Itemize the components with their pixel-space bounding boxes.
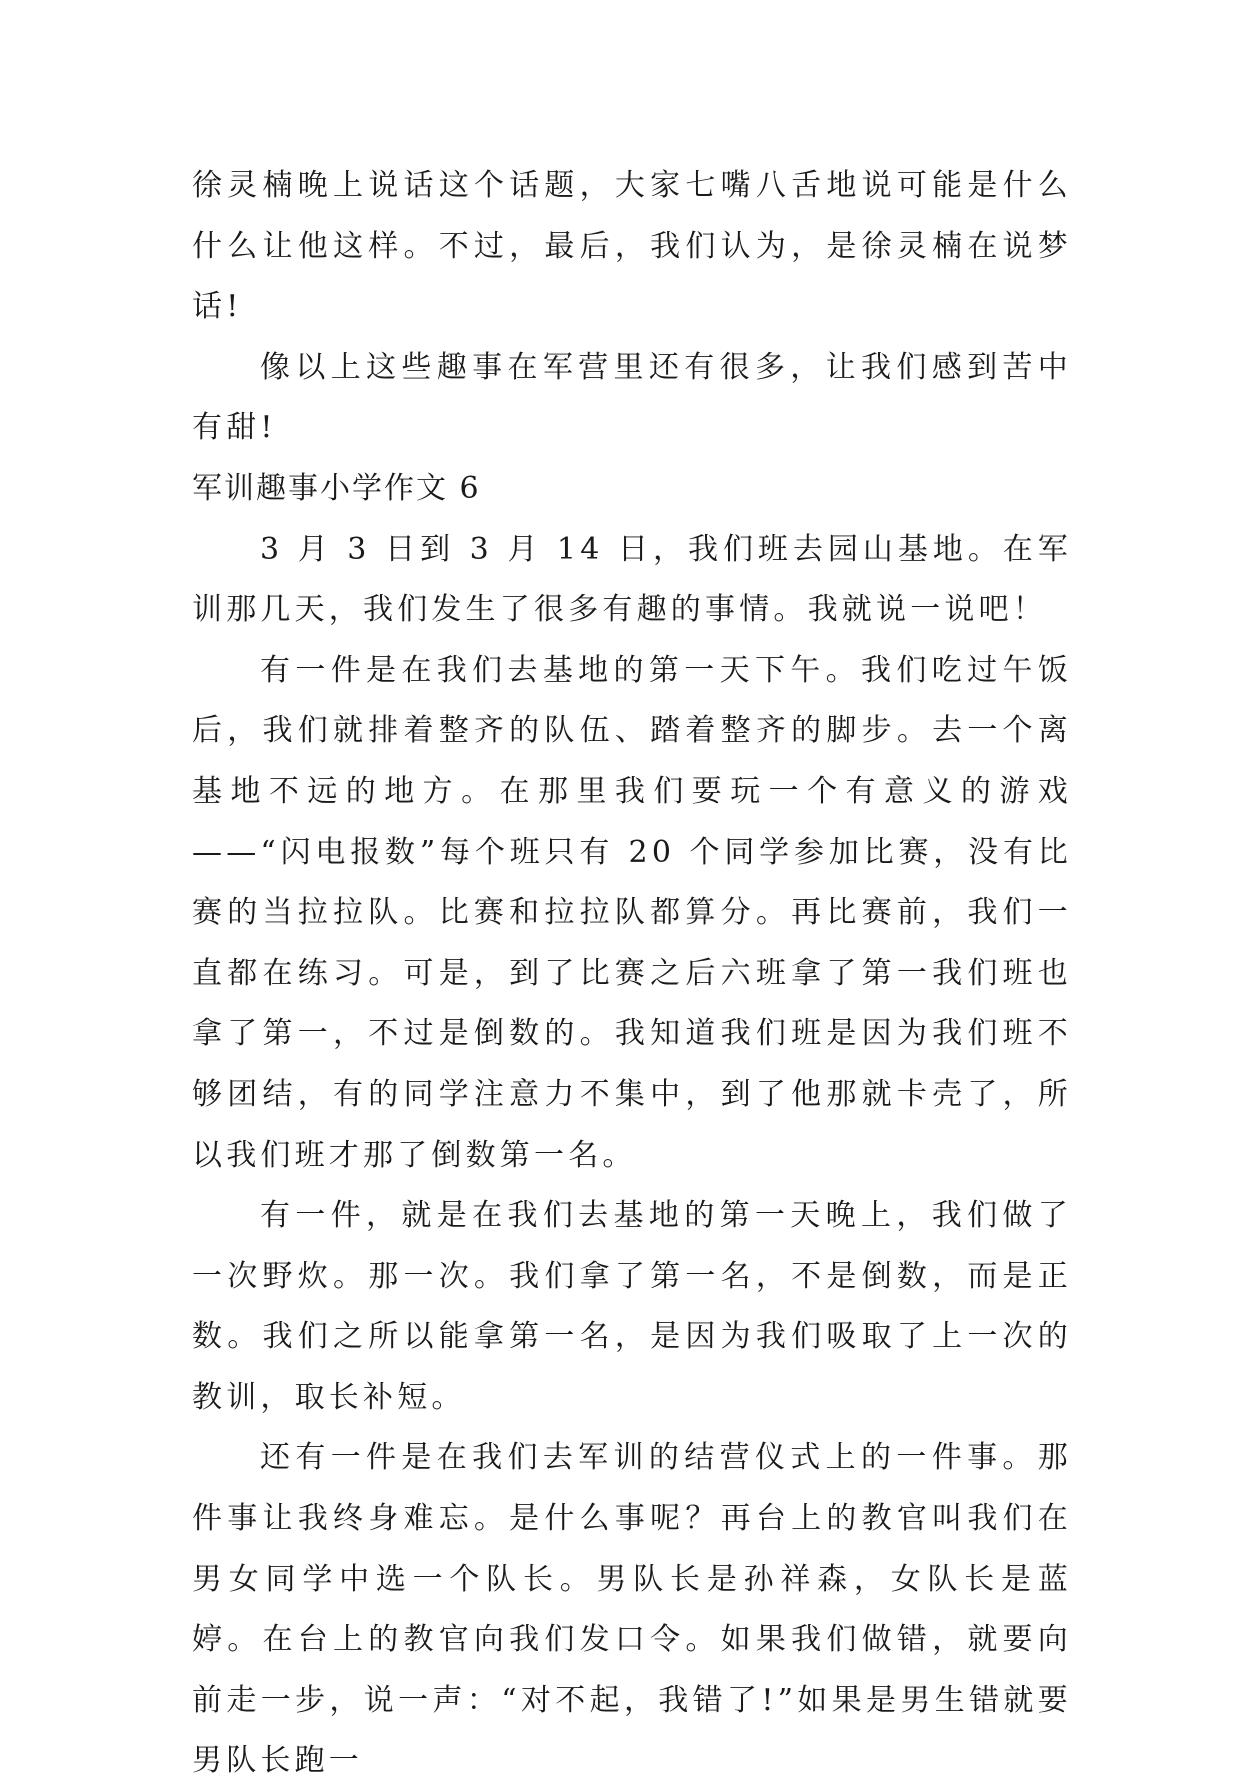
paragraph-second-event: 有一件，就是在我们去基地的第一天晚上，我们做了一次野炊。那一次。我们拿了第一名，不是倒数，而是正数。我们之所以能拿第一名，是因为我们吸取了上一次的教训，取长补短。 xyxy=(192,1198,1072,1415)
section-title: 军训趣事小学作文 6 xyxy=(192,470,481,506)
paragraph-third-event: 还有一件是在我们去军训的结营仪式上的一件事。那件事让我终身难忘。是什么事呢？再台上的教官叫我们在男女同学中选一个队长。男队长是孙祥森，女队长是蓝婷。在台上的教官向我们发口令。如果我们做错，就要向前走一步，说一声：“对不起，我错了!”如果是男生错就要男队长跑一 xyxy=(192,1440,1072,1779)
paragraph-first-event: 有一件是在我们去基地的第一天下午。我们吃过午饭后，我们就排着整齐的队伍、踏着整齐的脚步。去一个离基地不远的地方。在那里我们要玩一个有意义的游戏——“闪电报数”每个班只有 20 个同学参加比赛，没有比赛的当拉拉队。比赛和拉拉队都算分。再比赛前，我们一直都在练习。可是，到了比赛之后六班拿了第一我们班也拿了第一，不过是倒数的。我知道我们班是因为我们班不够团结，有的同学注意力不集中，到了他那就卡壳了，所以我们班才那了倒数第一名。 xyxy=(192,652,1072,1173)
paragraph-closing: 像以上这些趣事在军营里还有很多，让我们感到苦中有甜! xyxy=(192,349,1072,446)
document-body xyxy=(192,156,1072,1792)
paragraph-continuation: 徐灵楠晚上说话这个话题，大家七嘴八舌地说可能是什么什么让他这样。不过，最后，我们认为，是徐灵楠在说梦话! xyxy=(192,168,1072,325)
paragraph-intro: 3 月 3 日到 3 月 14 日，我们班去园山基地。在军训那几天，我们发生了很多有趣的事情。我就说一说吧！ xyxy=(192,531,1072,628)
